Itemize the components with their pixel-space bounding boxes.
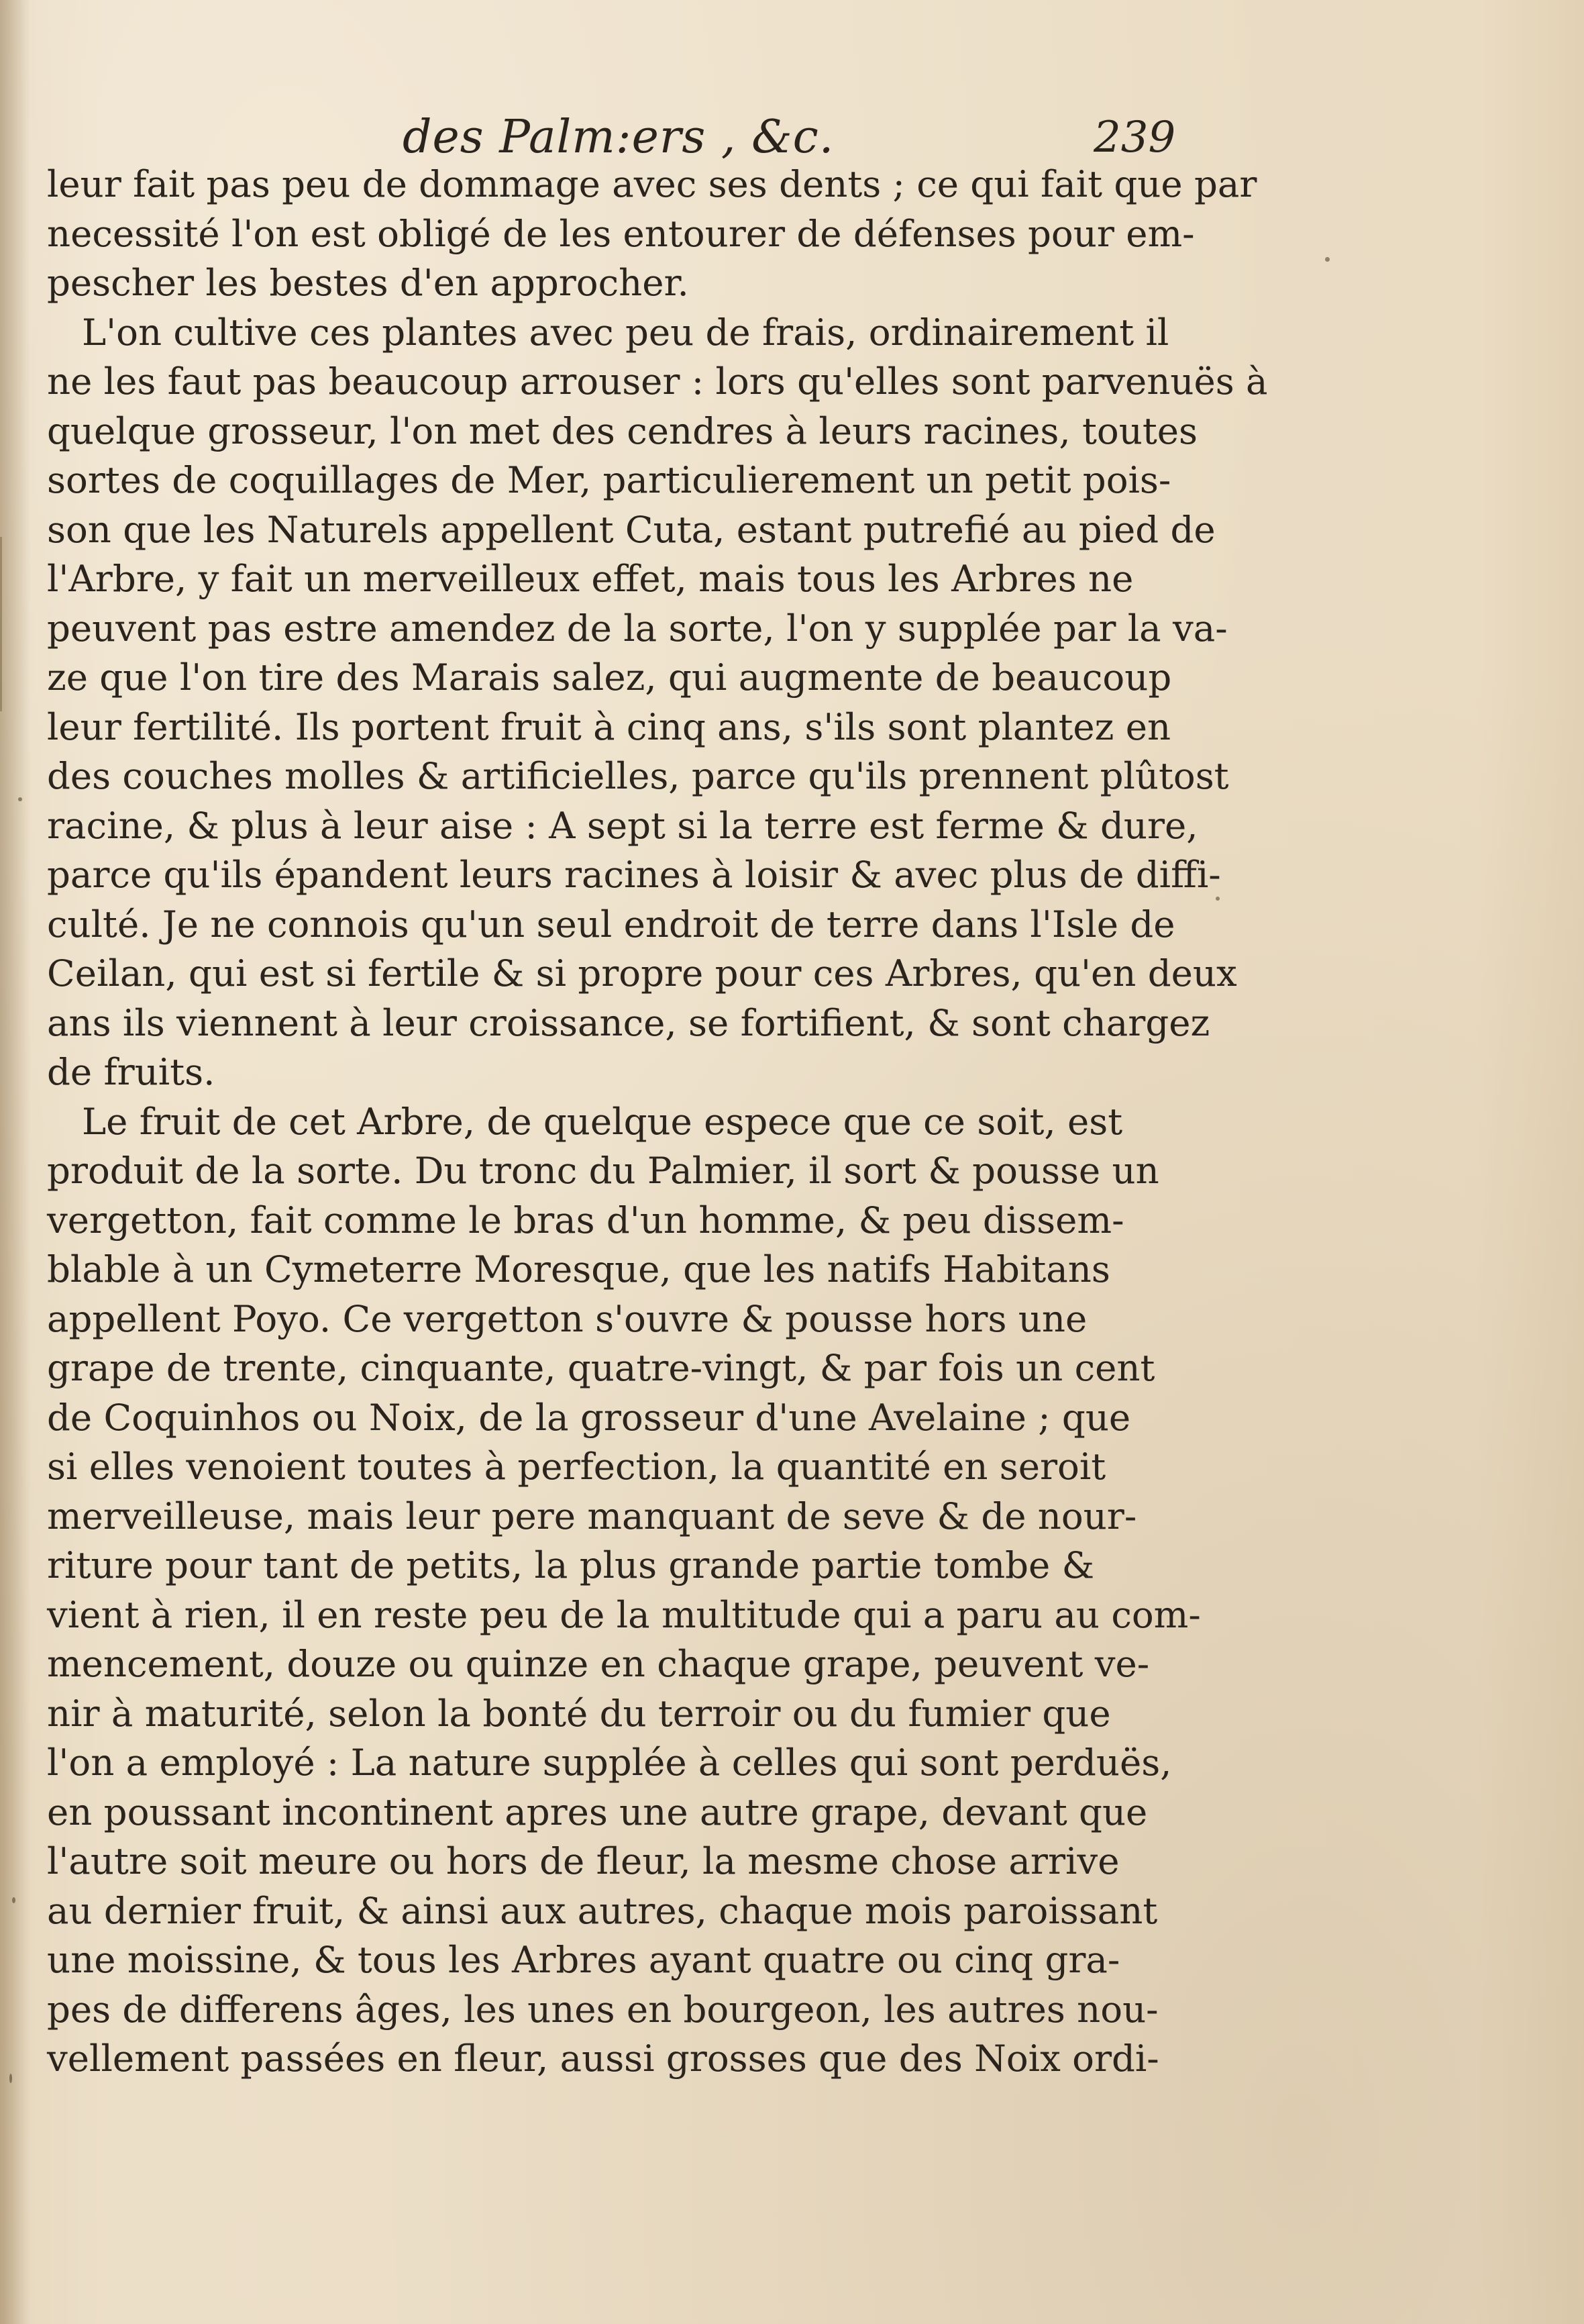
ink-speck	[12, 1897, 15, 1903]
text-line: culté. Je ne connois qu'un seul endroit de terre dans l'Isle de	[47, 902, 1175, 946]
text-line: une moissine, & tous les Arbres ayant quatre ou cinq gra-	[47, 1938, 1120, 1981]
text-line: leur fait pas peu de dommage avec ses dents ; ce qui fait que par	[47, 162, 1257, 205]
body-text	[47, 160, 1268, 2084]
text-line: de fruits.	[47, 1050, 215, 1093]
text-line: en poussant incontinent apres une autre grape, devant que	[47, 1790, 1148, 1833]
text-line: parce qu'ils épandent leurs racines à loisir & avec plus de diffi-	[47, 853, 1221, 896]
text-line: vient à rien, il en reste peu de la multitude qui a paru au com-	[47, 1593, 1201, 1636]
text-line: l'autre soit meure ou hors de fleur, la mesme chose arrive	[47, 1839, 1120, 1882]
text-line: blable à un Cymeterre Moresque, que les natifs Habitans	[47, 1248, 1110, 1291]
text-line: ne les faut pas beaucoup arrouser : lors qu'elles sont parvenuës à	[47, 360, 1268, 403]
text-line: peuvent pas estre amendez de la sorte, l'on y supplée par la va-	[47, 606, 1228, 650]
text-line: au dernier fruit, & ainsi aux autres, chaque mois paroissant	[47, 1888, 1158, 1932]
text-line: L'on cultive ces plantes avec peu de frais, ordinairement il	[47, 310, 1169, 354]
binding-shadow	[0, 0, 31, 2324]
text-line: son que les Naturels appellent Cuta, estant putrefié au pied de	[47, 507, 1216, 551]
ink-speck	[1216, 897, 1220, 901]
text-line: merveilleuse, mais leur pere manquant de seve & de nour-	[47, 1494, 1137, 1537]
text-line: grape de trente, cinquante, quatre-vingt, & par fois un cent	[47, 1346, 1155, 1389]
running-title: des Palm:ers , &c.	[403, 111, 835, 164]
text-line: quelque grosseur, l'on met des cendres à leurs racines, toutes	[47, 409, 1198, 452]
text-line: necessité l'on est obligé de les entourer de défenses pour em-	[47, 211, 1195, 255]
text-line: ans ils viennent à leur croissance, se fortifient, & sont chargez	[47, 1001, 1210, 1044]
ink-speck	[9, 2074, 12, 2083]
text-line: nir à maturité, selon la bonté du terroir ou du fumier que	[47, 1691, 1111, 1735]
text-line: vergetton, fait comme le bras d'un homme, & peu dissem-	[47, 1198, 1124, 1242]
text-line: si elles venoient toutes à perfection, la quantité en seroit	[47, 1445, 1106, 1488]
text-line: sortes de coquillages de Mer, particulierement un petit pois-	[47, 458, 1171, 501]
text-line: Le fruit de cet Arbre, de quelque espece que ce soit, est	[47, 1099, 1123, 1143]
text-line: produit de la sorte. Du tronc du Palmier, il sort & pousse un	[47, 1149, 1159, 1192]
text-line: vellement passées en fleur, aussi grosses que des Noix ordi-	[47, 2037, 1159, 2080]
text-line: racine, & plus à leur aise : A sept si la terre est ferme & dure,	[47, 803, 1198, 847]
ink-speck	[1325, 257, 1330, 262]
text-line: ze que l'on tire des Marais salez, qui augmente de beaucoup	[47, 656, 1172, 699]
ink-speck	[18, 797, 22, 801]
text-line: des couches molles & artificielles, parce qu'ils prennent plûtost	[47, 754, 1229, 797]
text-line: pes de differens âges, les unes en bourgeon, les autres nou-	[47, 1987, 1159, 2031]
text-line: de Coquinhos ou Noix, de la grosseur d'une Avelaine ; que	[47, 1395, 1131, 1439]
text-line: Ceilan, qui est si fertile & si propre pour ces Arbres, qu'en deux	[47, 952, 1237, 995]
page-edge-mark	[0, 537, 2, 711]
page-number: 239	[1094, 113, 1176, 162]
text-line: leur fertilité. Ils portent fruit à cinq ans, s'ils sont plantez en	[47, 705, 1171, 748]
text-line: mencement, douze ou quinze en chaque grape, peuvent ve-	[47, 1642, 1150, 1685]
text-line: l'on a employé : La nature supplée à celles qui sont perduës,	[47, 1741, 1172, 1784]
text-line: pescher les bestes d'en approcher.	[47, 261, 689, 304]
running-head	[403, 107, 1176, 168]
text-line: l'Arbre, y fait un merveilleux effet, mais tous les Arbres ne	[47, 557, 1134, 600]
text-line: appellent Poyo. Ce vergetton s'ouvre & pousse hors une	[47, 1297, 1088, 1340]
text-line: riture pour tant de petits, la plus grande partie tombe &	[47, 1544, 1095, 1586]
